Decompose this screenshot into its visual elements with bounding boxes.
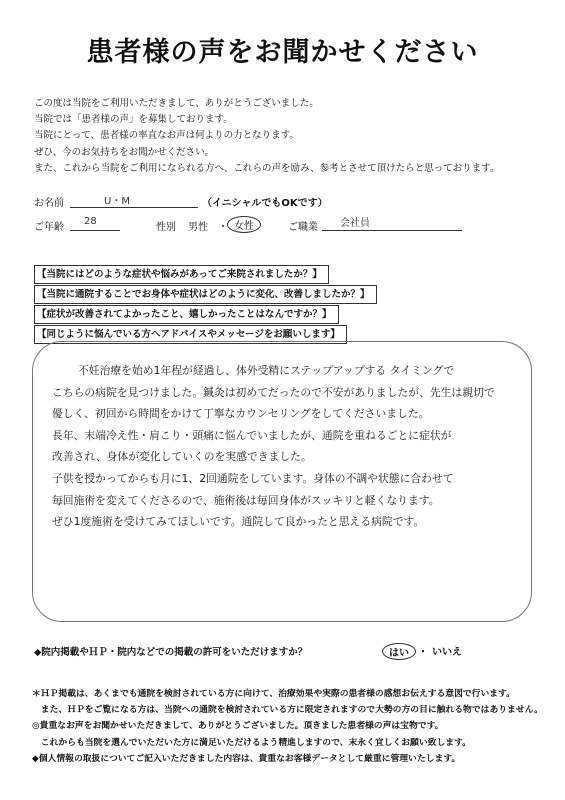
question-3: 【症状が改善されてよかったこと、嬉しかったことはなんですか？】 — [34, 305, 339, 324]
answer-text — [52, 360, 520, 533]
name-label: お名前 — [34, 198, 64, 209]
gender-male-option[interactable]: 男性 — [188, 222, 208, 233]
footer-notes — [32, 686, 552, 767]
occupation-value[interactable]: 会社員 — [340, 218, 370, 229]
gender-separator: ・ — [218, 222, 228, 233]
intro-line: 当院では「患者様の声」を募集しております。 — [34, 114, 233, 126]
occupation-underline — [322, 230, 462, 231]
age-value[interactable]: 28 — [84, 216, 97, 227]
answer-line: 優しく、初回から時間をかけて丁寧なカウンセリングをしてくださいました。 — [52, 407, 430, 421]
footer-line: これからも当院を選んでいただいた方に満足いただけるよう精進しますので、末永く宜しくお願い致します。 — [32, 737, 471, 748]
name-note: （イニシャルでもOKです） — [202, 198, 328, 209]
answer-line: 改善され、身体が変化していくのを実感できました。 — [52, 450, 312, 464]
name-underline — [70, 207, 198, 208]
footer-line: ◆個人情報の取扱についてご記入いただきました内容は、貴重なお客様データとして厳重に管理いたします。 — [32, 753, 461, 764]
intro-line: また、これから当院をご利用になられる方へ、これらの声を励み、参考とさせて頂けたらと思っております。 — [34, 162, 500, 174]
gender-label: 性別 — [156, 222, 176, 233]
intro-line: この度は当院をご利用いただきまして、ありがとうございました。 — [34, 98, 319, 109]
question-1: 【当院にはどのような症状や悩みがあってご来院されましたか？】 — [34, 265, 329, 284]
page-title: 患者様の声をお聞かせください — [86, 37, 479, 68]
permission-yes-option[interactable]: はい — [382, 643, 416, 660]
gender-female-option[interactable]: 女性 — [227, 216, 261, 233]
answer-line: 毎回施術を変えてくださるので、施術後は毎回身体がスッキリと軽くなります。 — [52, 493, 440, 507]
age-label: ご年齢 — [34, 222, 64, 233]
permission-question: ◆院内掲載やＨＰ・院内などでの掲載の許可をいただけますか？ — [34, 647, 308, 658]
permission-separator: ・ — [418, 647, 428, 658]
answer-line: 長年、末端冷え性・肩こり・頭痛に悩んでいましたが、通院を重ねるごとに症状が — [52, 428, 452, 442]
permission-no-option[interactable]: いいえ — [432, 647, 462, 658]
name-value[interactable]: U・M — [104, 196, 130, 207]
occupation-label: ご職業 — [288, 222, 318, 233]
age-underline — [70, 230, 120, 231]
footer-line: また、ＨＰをご覧になる方は、当院への通院を検討されている方に限定されますので大勢の方の目に触れる物ではありません。 — [32, 705, 543, 716]
intro-text — [34, 96, 554, 177]
answer-line: ぜひ1度施術を受けてみてほしいです。通院して良かったと思える病院です。 — [52, 515, 425, 529]
answer-line: こちらの病院を見つけました。鍼灸は初めてだったので不安がありましたが、先生は親切で — [52, 385, 495, 399]
footer-line: ＊ＨＰ掲載は、あくまでも通院を検討されている方に向けて、治療効果や実際の患者様の感想お伝えする意図で行います。 — [32, 689, 515, 699]
answer-line: 不妊治療を始め1年程が経過し、体外受精にステップアップする タイミングで — [78, 364, 454, 377]
answer-line: 子供を授かってからも月に1、2回通院をしています。身体の不調や状態に合わせて — [52, 471, 454, 485]
question-4: 【同じように悩んでいる方へアドバイスやメッセージをお願いします】 — [34, 325, 347, 344]
footer-line: ◎貴重なお声をお聞かせいただきまして、ありがとうございました。頂きました患者様の声は宝物です。 — [32, 721, 444, 732]
intro-line: ぜひ、今のお気持ちをお聞かせください。 — [34, 146, 215, 158]
question-2: 【当院に通院することでお身体や症状はどのように変化、改善しましたか？】 — [34, 285, 377, 304]
intro-line: 当院にとって、患者様の率直なお声は何よりの力となります。 — [34, 130, 299, 142]
